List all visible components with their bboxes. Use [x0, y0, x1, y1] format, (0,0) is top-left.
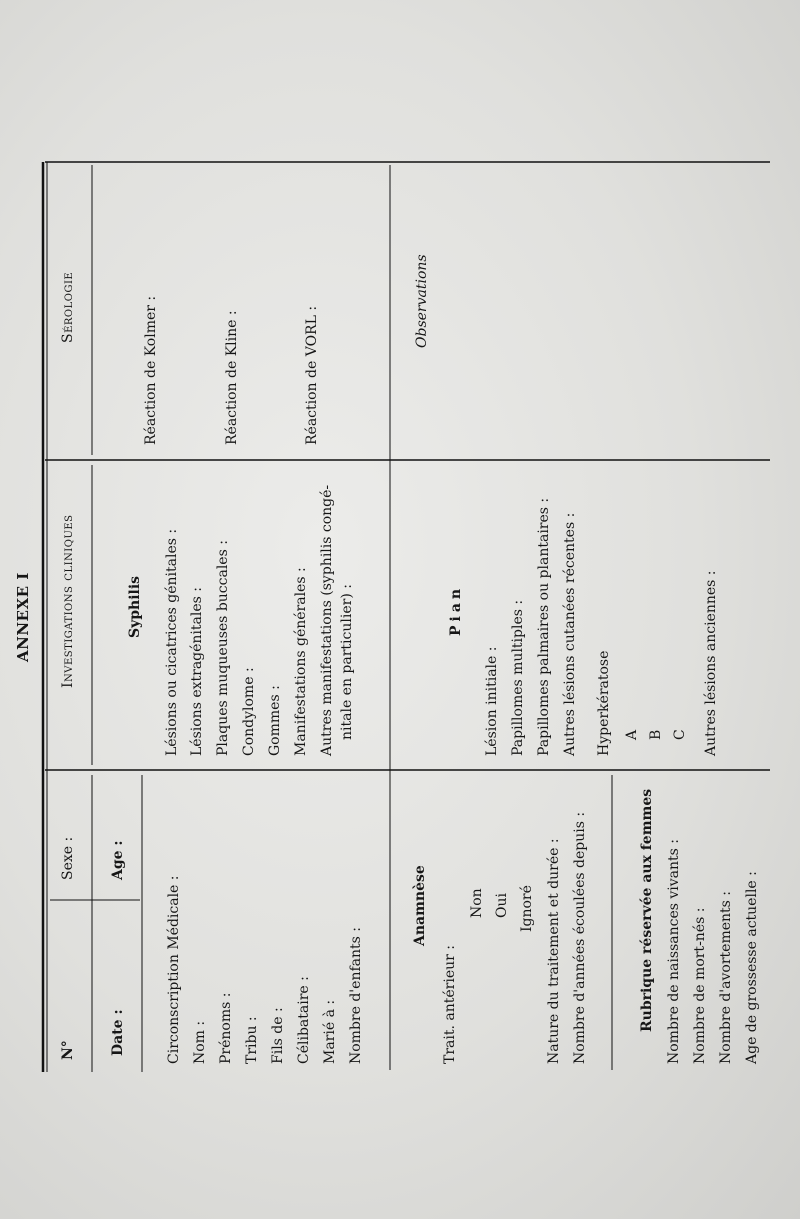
pian-item: Autres lésions cutanées récentes : [562, 512, 578, 756]
nature-traitement: Nature du traitement et durée : [546, 838, 562, 1064]
patient-field: Célibataire : [296, 976, 312, 1064]
pian-title: Pian [448, 584, 464, 636]
femmes-field: Nombre de naissances vivants : [666, 838, 682, 1064]
patient-field: Prénoms : [218, 992, 234, 1064]
pian-item: A [624, 729, 640, 740]
patient-field: Nom : [192, 1020, 208, 1064]
femmes-field: Nombre de mort-nés : [692, 907, 708, 1064]
no-label: N° [60, 1040, 76, 1060]
sexe-label: Sexe : [60, 836, 76, 880]
patient-field: Nombre d'enfants : [348, 927, 364, 1064]
serologie-kolmer: Réaction de Kolmer : [143, 295, 159, 445]
pian-item: C [672, 729, 688, 740]
anamnese-title: Anamnèse [412, 865, 428, 946]
pian-item: Autres lésions anciennes : [703, 570, 719, 756]
anamnese-option-oui: Oui [494, 893, 510, 918]
investigations-header: Investigations cliniques [60, 514, 76, 688]
patient-field: Fils de : [270, 1007, 286, 1064]
patient-field: Marié à : [322, 999, 338, 1064]
pian-item: B [648, 729, 664, 740]
syphilis-title: Syphilis [127, 575, 143, 638]
annexe-title: ANNEXE I [14, 572, 32, 662]
patient-field: Tribu : [244, 1016, 260, 1064]
syphilis-item: Autres manifestations (syphilis congé- [319, 484, 335, 756]
syphilis-item: Lésions extragénitales : [189, 587, 205, 756]
femmes-field: Age de grossesse actuelle : [744, 871, 760, 1064]
observations-label: Observations [414, 254, 430, 348]
trait-anterieur-label: Trait. antérieur : [442, 945, 458, 1064]
syphilis-item: nitale en particulier) : [339, 584, 355, 740]
annees-ecoulees: Nombre d'années écoulées depuis : [572, 811, 588, 1064]
pian-item: Papillomes palmaires ou plantaires : [536, 497, 552, 756]
syphilis-item: Lésions ou cicatrices génitales : [164, 528, 180, 756]
pian-item: Lésion initiale : [484, 646, 500, 756]
syphilis-item: Manifestations générales : [293, 567, 309, 756]
syphilis-item: Gommes : [267, 685, 283, 756]
pian-item: Papillomes multiples : [510, 599, 526, 756]
patient-field: Circonscription Médicale : [166, 875, 182, 1064]
date-label: Date : [110, 1009, 126, 1056]
age-label: Age : [110, 840, 126, 880]
anamnese-option-ignore: Ignoré [519, 885, 535, 932]
serologie-vorl: Réaction de VORL : [304, 305, 320, 445]
femmes-title: Rubrique réservée aux femmes [639, 788, 655, 1032]
pian-item: Hyperkératose [596, 650, 612, 756]
anamnese-option-non: Non [469, 888, 485, 918]
femmes-field: Nombre d'avortements : [718, 891, 734, 1064]
serologie-header: Sérologie [60, 271, 76, 343]
syphilis-item: Plaques muqueuses buccales : [215, 540, 231, 756]
syphilis-item: Condylome : [241, 667, 257, 756]
serologie-kline: Réaction de Kline : [224, 310, 240, 445]
